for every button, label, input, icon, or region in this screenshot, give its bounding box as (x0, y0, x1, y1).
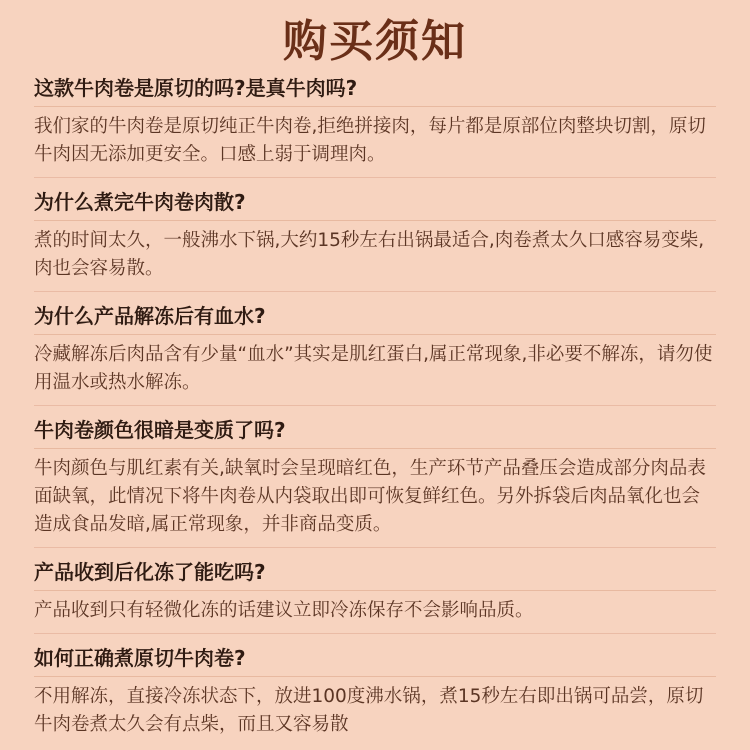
faq-item (34, 554, 716, 631)
faq-answer: 牛肉颜色与肌红素有关,缺氧时会呈现暗红色，生产环节产品叠压会造成部分肉品表面缺氧，此情况下将牛肉卷从内袋取出即可恢复鲜红色。另外拆袋后肉品氧化也会造成食品发暗,属正常现象，并非商品变质。 (34, 458, 706, 535)
faq-question: 牛肉卷颜色很暗是变质了吗? (34, 418, 286, 442)
faq-answer: 煮的时间太久，一般沸水下锅,大约15秒左右出锅最适合,肉卷煮太久口感容易变柴,肉也会容易散。 (34, 230, 705, 279)
question-divider (34, 220, 716, 221)
section-divider (34, 405, 716, 406)
faq-answer: 产品收到只有轻微化冻的话建议立即冷冻保存不会影响品质。 (34, 600, 534, 621)
question-divider (34, 334, 716, 335)
faq-item (34, 412, 716, 545)
page-title: 购买须知 (283, 16, 467, 67)
faq-item (34, 184, 716, 289)
faq-answer: 不用解冻，直接冷冻状态下，放进100度沸水锅，煮15秒左右即出锅可品尝，原切牛肉卷煮太久会有点柴，而且又容易散 (34, 686, 704, 735)
faq-answer: 冷藏解冻后肉品含有少量“血水”其实是肌红蛋白,属正常现象,非必要不解冻，请勿使用温水或热水解冻。 (34, 344, 713, 393)
section-divider (34, 547, 716, 548)
faq-item (34, 298, 716, 403)
question-divider (34, 106, 716, 107)
faq-question: 为什么产品解冻后有血水? (34, 304, 266, 328)
faq-question: 产品收到后化冻了能吃吗? (34, 560, 266, 584)
section-divider (34, 177, 716, 178)
question-divider (34, 676, 716, 677)
section-divider (34, 291, 716, 292)
question-divider (34, 590, 716, 591)
faq-question: 为什么煮完牛肉卷肉散? (34, 190, 246, 214)
faq-question: 这款牛肉卷是原切的吗?是真牛肉吗? (34, 76, 358, 100)
section-divider (34, 633, 716, 634)
faq-item (34, 70, 716, 175)
faq-question: 如何正确煮原切牛肉卷? (34, 646, 246, 670)
faq-item (34, 640, 716, 745)
faq-answer: 我们家的牛肉卷是原切纯正牛肉卷,拒绝拼接肉，每片都是原部位肉整块切割，原切牛肉因无添加更安全。口感上弱于调理肉。 (34, 116, 706, 165)
question-divider (34, 448, 716, 449)
